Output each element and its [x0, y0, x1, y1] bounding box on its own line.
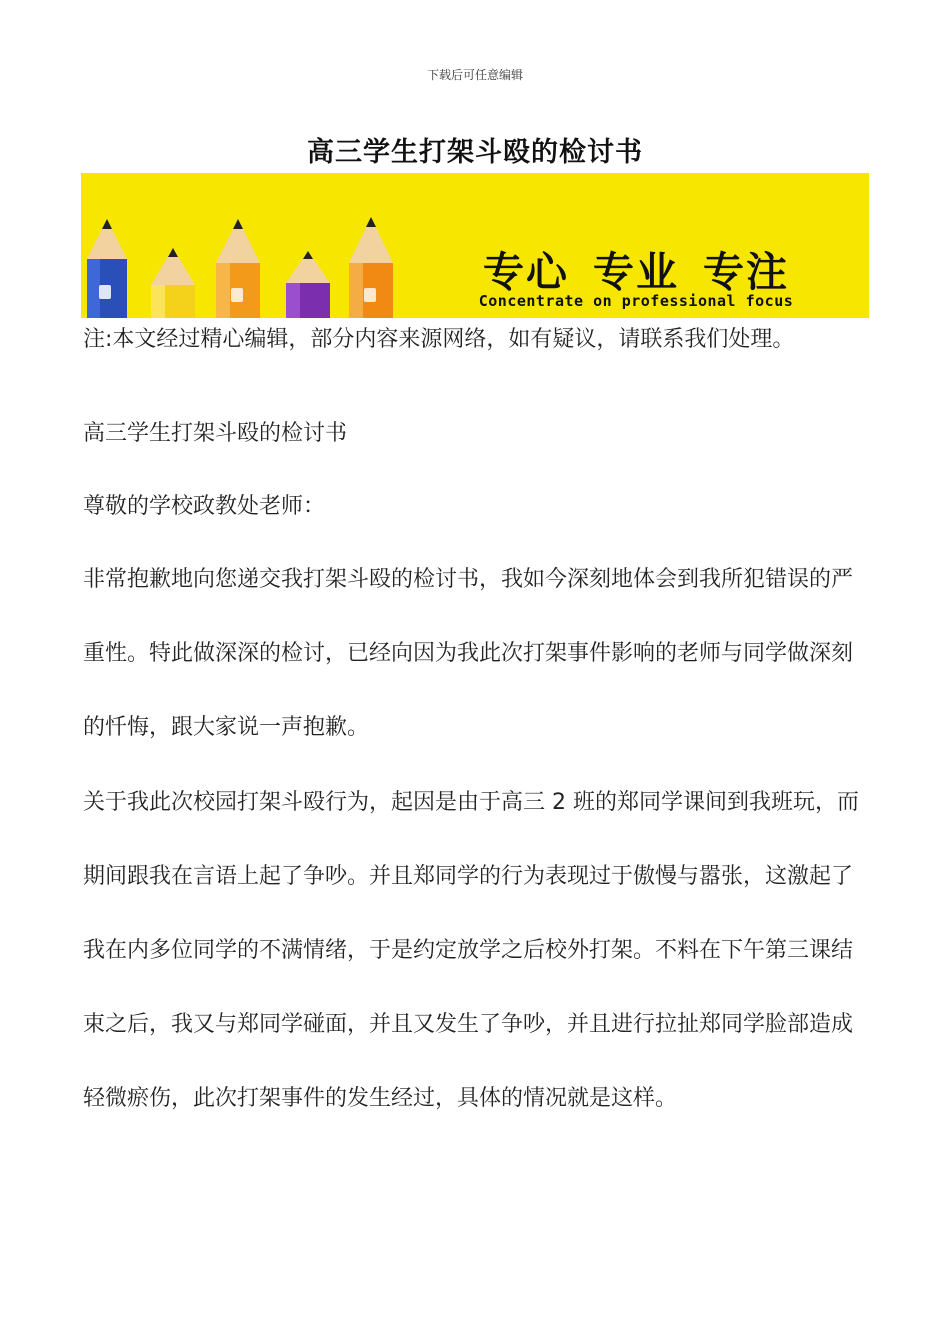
salutation: 尊敬的学校政教处老师： — [83, 494, 326, 519]
pencil-icon — [286, 251, 330, 318]
paragraph: 关于我此次校园打架斗殴行为，起因是由于高三 2 班的郑同学课间到我班玩，而期间跟我在言语上起了争吵。并且郑同学的行为表现过于傲慢与嚣张，这激起了我在内多位同学的不满情绪，于是约定放学之后校外打架。不料在下午第三课结束之后，我又与郑同学碰面，并且又发生了争吵，并且进行拉扯郑同学脸部造成轻微瘀伤，此次打架事件的发生经过，具体的情况就是这样。 — [83, 790, 859, 1111]
document-title: 高三学生打架斗殴的检讨书 — [307, 137, 643, 168]
banner — [81, 173, 869, 318]
slogan-word: 专心 — [483, 248, 569, 296]
header-note: 下载后可任意编辑 — [426, 68, 523, 82]
pencil-icon — [87, 219, 127, 318]
body-heading: 高三学生打架斗殴的检讨书 — [83, 421, 348, 446]
banner-subtitle: Concentrate on professional focus — [478, 292, 794, 310]
slogan-word: 专业 — [593, 248, 679, 296]
disclaimer-note: 注:本文经过精心编辑，部分内容来源网络，如有疑议，请联系我们处理。 — [83, 327, 795, 352]
slogan-word: 专注 — [703, 248, 789, 296]
pencil-icon — [151, 248, 195, 318]
paragraph: 非常抱歉地向您递交我打架斗殴的检讨书，我如今深刻地体会到我所犯错误的严重性。特此做深深的检讨，已经向因为我此次打架事件影响的老师与同学做深刻的忏悔，跟大家说一声抱歉。 — [83, 567, 854, 740]
pencil-icon — [349, 217, 393, 318]
pencil-icon — [216, 219, 260, 318]
banner-slogan — [466, 239, 806, 298]
